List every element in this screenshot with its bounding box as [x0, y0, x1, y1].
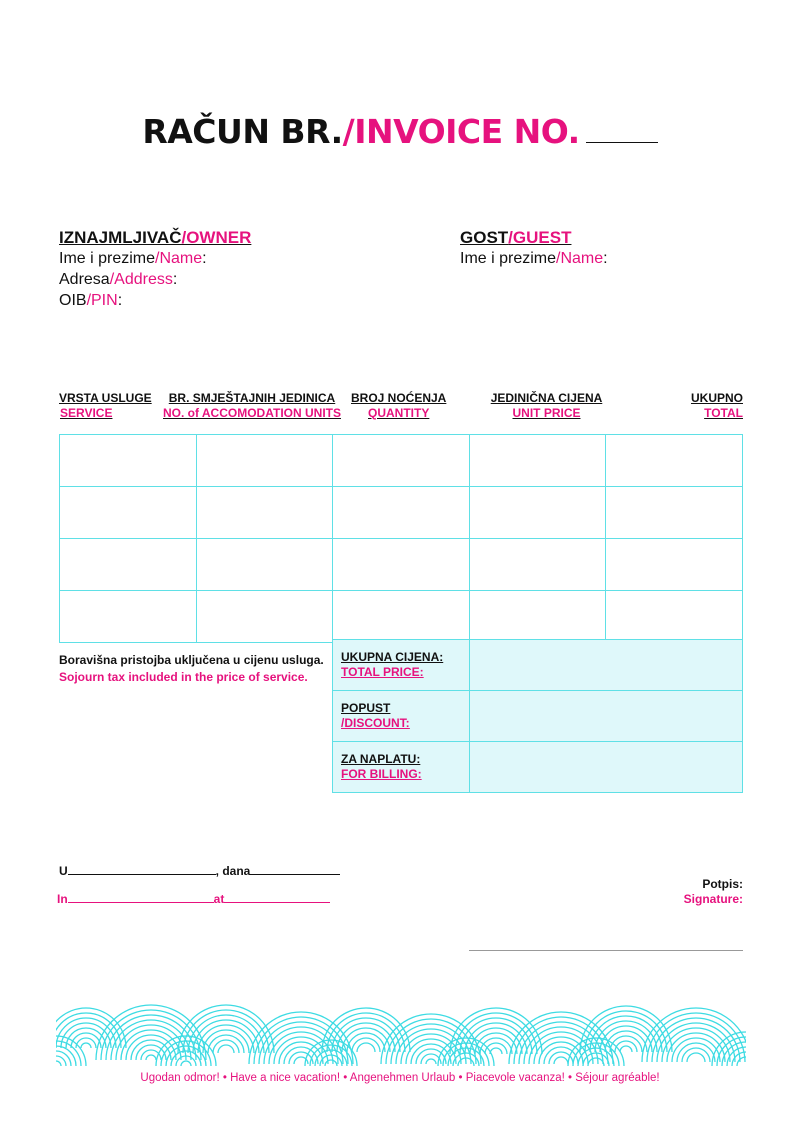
owner-heading: IZNAJMLJIVAČ/OWNER	[59, 228, 252, 247]
title-en: /INVOICE NO.	[342, 112, 580, 151]
table-cell[interactable]	[60, 435, 197, 487]
invoice-number-blank[interactable]	[586, 141, 658, 143]
table-row	[60, 435, 743, 487]
wave-arc	[203, 1030, 249, 1053]
summary-table	[332, 639, 743, 793]
wave-arc	[178, 1005, 274, 1053]
table-cell[interactable]	[606, 487, 743, 539]
wave-arc	[554, 1057, 568, 1064]
signature-line[interactable]	[469, 950, 743, 951]
owner-section	[59, 228, 251, 311]
wave-arc	[136, 1045, 166, 1060]
wave-arc	[357, 1043, 375, 1052]
table-cell[interactable]	[333, 591, 470, 643]
items-table	[59, 434, 743, 643]
wave-arc	[218, 1045, 234, 1053]
table-cell[interactable]	[469, 487, 606, 539]
table-row	[60, 487, 743, 539]
table-row	[60, 591, 743, 643]
wave-arc	[259, 1022, 343, 1064]
discount-label: POPUST /DISCOUNT:	[333, 691, 470, 742]
footer-greeting: Ugodan odmor! • Have a nice vacation! • Angenehmen Urlaub • Piacevole vacanza! • Séjour agréable!	[140, 1072, 660, 1084]
table-cell[interactable]	[196, 435, 333, 487]
wave-arc	[426, 1059, 436, 1064]
wave-arc	[71, 1033, 101, 1048]
table-cell[interactable]	[469, 435, 606, 487]
col-header-unit-price: JEDINIČNA CIJENA UNIT PRICE	[490, 391, 603, 420]
wave-arc	[198, 1025, 254, 1053]
wave-arc	[717, 1037, 746, 1066]
table-cell[interactable]	[606, 539, 743, 591]
summary-row-discount	[333, 691, 743, 742]
table-cell[interactable]	[60, 539, 197, 591]
wave-arc	[274, 1037, 328, 1064]
billing-field[interactable]	[469, 742, 742, 793]
wave-arc	[181, 1061, 191, 1066]
wave-arc	[352, 1038, 380, 1052]
table-cell[interactable]	[196, 487, 333, 539]
wave-arc	[588, 1058, 604, 1066]
table-cell[interactable]	[333, 435, 470, 487]
place-date-hr[interactable]: U , dana	[59, 862, 340, 878]
col-header-quantity: BROJ NOĆENJA QUANTITY	[351, 391, 447, 420]
table-cell[interactable]	[196, 539, 333, 591]
signature-label: Potpis: Signature:	[683, 877, 743, 906]
col-header-service: VRSTA USLUGE SERVICE	[59, 391, 152, 420]
title-hr: RAČUN BR.	[142, 112, 343, 151]
wave-arc	[183, 1010, 269, 1053]
wave-arc	[620, 1046, 632, 1052]
wave-arc	[682, 1048, 710, 1062]
wave-arc	[490, 1048, 502, 1054]
table-cell[interactable]	[333, 487, 470, 539]
col-header-total: UKUPNO TOTAL	[690, 391, 743, 420]
summary-row-total	[333, 640, 743, 691]
owner-name-line[interactable]: Ime i prezime/Name:	[59, 250, 207, 267]
discount-field[interactable]	[469, 691, 742, 742]
total-price-label: UKUPNA CIJENA: TOTAL PRICE:	[333, 640, 470, 691]
billing-label: ZA NAPLATU: FOR BILLING:	[333, 742, 470, 793]
wave-arc	[580, 1006, 672, 1052]
guest-name-line[interactable]: Ime i prezime/Name:	[460, 250, 608, 267]
wave-arc	[56, 1061, 61, 1066]
wave-arc	[81, 1043, 91, 1048]
col-header-units: BR. SMJEŠTAJNIH JEDINICA NO. of ACCOMODATION UNITS	[163, 391, 341, 420]
table-row	[60, 539, 743, 591]
wave-arc	[687, 1053, 705, 1062]
owner-pin-line[interactable]: OIB/PIN:	[59, 292, 123, 309]
guest-section	[460, 228, 608, 269]
wave-arc	[325, 1060, 337, 1066]
table-cell[interactable]	[60, 591, 197, 643]
table-cell[interactable]	[469, 539, 606, 591]
summary-row-billing	[333, 742, 743, 793]
table-cell[interactable]	[196, 591, 333, 643]
decorative-waves	[56, 978, 746, 1066]
place-date-en[interactable]: In at	[57, 890, 330, 906]
total-price-field[interactable]	[469, 640, 742, 691]
wave-arc	[146, 1055, 156, 1060]
owner-address-line[interactable]: Adresa/Address:	[59, 271, 178, 288]
invoice-title	[0, 112, 800, 151]
table-cell[interactable]	[606, 591, 743, 643]
tax-note: Boravišna pristojba uključena u cijenu usluga. Sojourn tax included in the price of service.	[59, 653, 324, 684]
table-cell[interactable]	[469, 591, 606, 643]
wave-arc	[289, 1052, 313, 1064]
table-cell[interactable]	[333, 539, 470, 591]
guest-heading: GOST/GUEST	[460, 228, 572, 247]
table-cell[interactable]	[60, 487, 197, 539]
wave-arc	[213, 1040, 239, 1053]
table-cell[interactable]	[606, 435, 743, 487]
